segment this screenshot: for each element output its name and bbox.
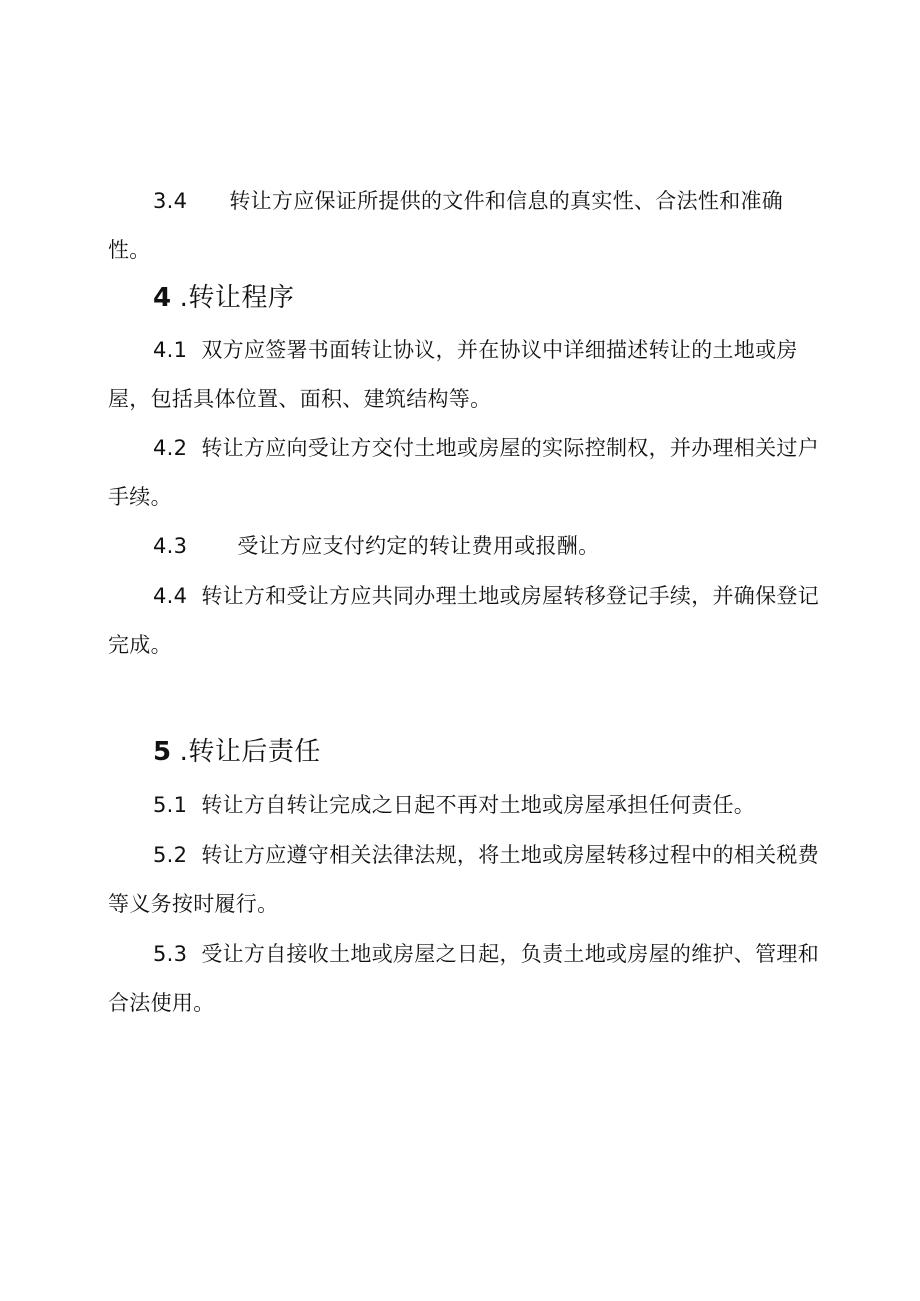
- clause-text: 转让方应保证所提供的文件和信息的真实性、合法性和准确性。: [108, 189, 784, 262]
- section-4-heading: [153, 278, 294, 318]
- clause-number: 5.1: [153, 793, 188, 817]
- clause-number: 5.3: [153, 942, 188, 966]
- section-number: 4: [153, 283, 172, 313]
- clause-text: 双方应签署书面转让协议，并在协议中详细描述转让的土地或房屋，包括具体位置、面积、建筑结构等。: [108, 338, 798, 411]
- clause-text: 受让方自接收土地或房屋之日起，负责土地或房屋的维护、管理和合法使用。: [108, 942, 820, 1015]
- section-number: 5: [153, 737, 172, 767]
- clause-number: 4.1: [153, 338, 188, 362]
- section-5-heading: [153, 732, 321, 772]
- clause-5-3: [108, 930, 820, 1028]
- clause-5-1: [108, 781, 820, 830]
- section-title: .转让程序: [179, 283, 295, 313]
- clause-3-4: [108, 177, 820, 275]
- clause-5-2: [108, 831, 820, 929]
- clause-text: 受让方应支付约定的转让费用或报酬。: [237, 534, 600, 558]
- clause-text: 转让方自转让完成之日起不再对土地或房屋承担任何责任。: [201, 793, 756, 817]
- clause-4-4: [108, 572, 820, 670]
- clause-4-3: [108, 522, 820, 571]
- clause-number: 4.3: [153, 534, 188, 558]
- clause-number: 3.4: [153, 189, 188, 213]
- clause-4-1: [108, 326, 820, 424]
- clause-number: 5.2: [153, 843, 188, 867]
- clause-text: 转让方应遵守相关法律法规，将土地或房屋转移过程中的相关税费等义务按时履行。: [108, 843, 820, 916]
- section-title: .转让后责任: [179, 737, 321, 767]
- clause-text: 转让方和受让方应共同办理土地或房屋转移登记手续，并确保登记完成。: [108, 584, 820, 657]
- clause-number: 4.2: [153, 436, 188, 460]
- clause-4-2: [108, 424, 820, 522]
- clause-number: 4.4: [153, 584, 188, 608]
- clause-text: 转让方应向受让方交付土地或房屋的实际控制权，并办理相关过户手续。: [108, 436, 820, 509]
